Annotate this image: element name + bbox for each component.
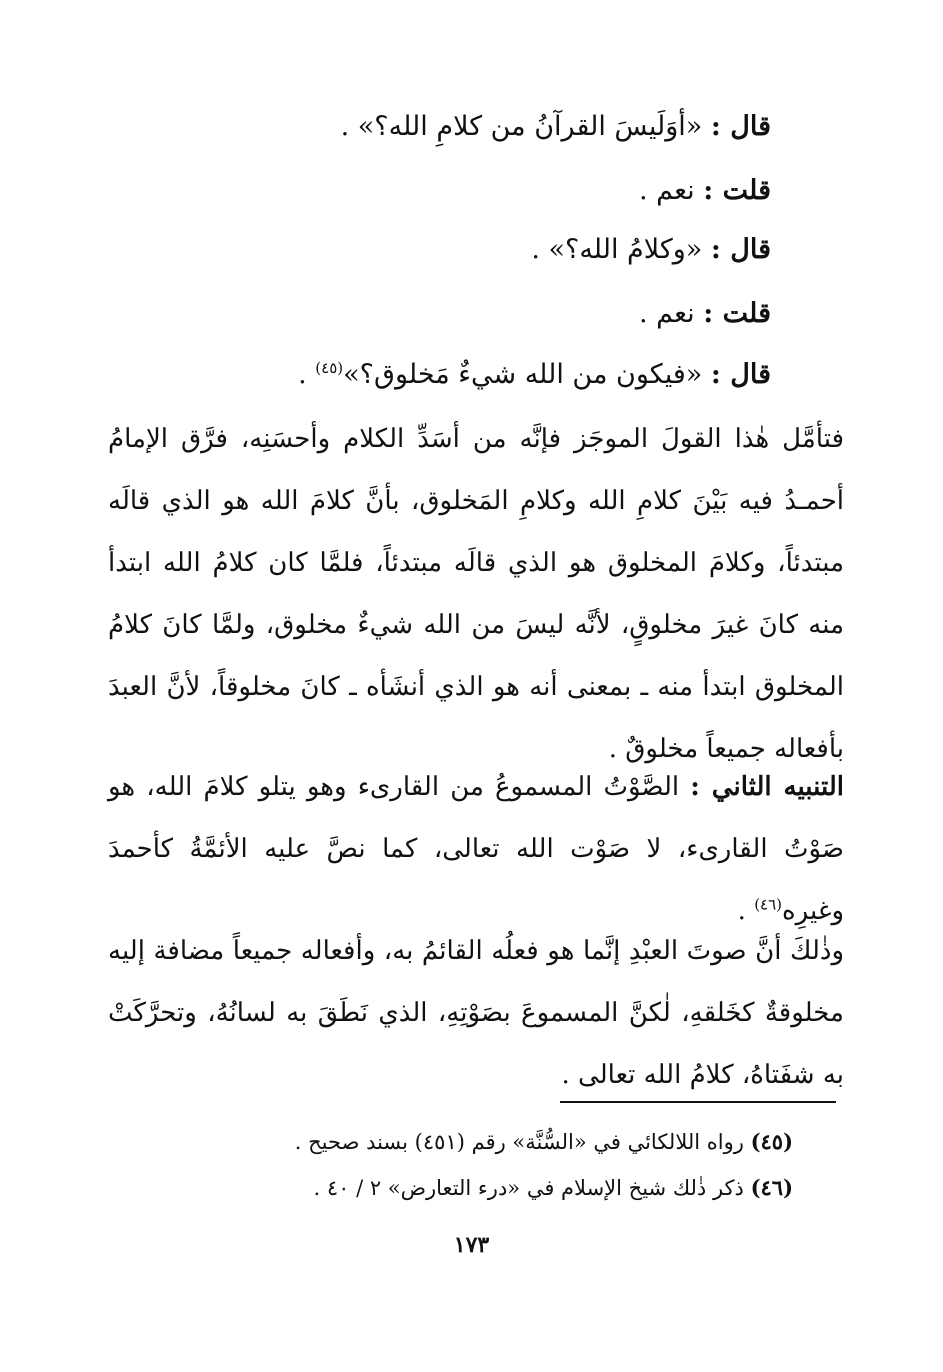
dialog-speaker: قلت : xyxy=(703,175,771,206)
paragraph-text: فتأمَّل هٰذا القولَ الموجَز فإنَّه من أسَدِّ الكلام وأحسَنِه، فرَّق الإمامُ أحمـدُ فيه بَيْنَ كلامِ الله وكلامِ المَخلوق، بأنَّ كلامَ الله هو الذي قالَه مبتدئاً، وكلامَ المخلوق هو الذي قالَه مبتدئاً، فلمَّا كان كلامُ الله ابتدأ منه كانَ غيرَ مخلوقٍ، لأنَّه ليسَ من الله شيءٌ مخلوق، ولمَّا كانَ كلامُ المخلوق ابتدأ منه ـ بمعنى أنه هو الذي أنشَأه ـ كانَ مخلوقاً، لأنَّ العبدَ بأفعاله جميعاً مخلوقٌ . xyxy=(108,424,844,764)
dialog-text: نعم . xyxy=(639,298,704,329)
dialog-line xyxy=(131,230,771,270)
paragraph-lead: التنبيه الثاني : xyxy=(690,772,844,802)
body-paragraph xyxy=(108,920,844,1106)
footnote-ref: (٤٥) xyxy=(315,359,344,377)
footnote-ref: (٤٦) xyxy=(754,895,783,914)
dialog-text: نعم . xyxy=(639,175,704,206)
body-paragraph xyxy=(108,756,844,942)
dialog-text: «فيكون من الله شيءٌ مَخلوق؟» xyxy=(343,359,711,390)
dialog-speaker: قلت : xyxy=(703,298,771,329)
dialog-speaker: قال : xyxy=(710,111,771,142)
footnote-separator xyxy=(560,1101,836,1103)
dialog-line xyxy=(131,171,771,211)
dialog-line xyxy=(131,355,771,395)
footnote xyxy=(153,1124,793,1160)
dialog-speaker: قال : xyxy=(710,234,771,265)
dialog-line xyxy=(131,107,771,147)
footnote xyxy=(153,1170,793,1206)
dialog-text: «وكلامُ الله؟» . xyxy=(531,234,711,265)
dialog-text: «أوَلَيسَ القرآنُ من كلامِ الله؟» . xyxy=(340,111,711,142)
body-paragraph xyxy=(108,408,844,780)
page-number: ١٧٣ xyxy=(453,1232,490,1258)
footnote-text: رواه اللالكائي في «السُّنَّة» رقم (٤٥١) بسند صحيح . xyxy=(294,1130,751,1154)
footnote-number: (٤٦) xyxy=(750,1175,793,1200)
footnote-text: ذكر ذٰلك شيخ الإسلام في «درء التعارض» ٢ / ٤٠ . xyxy=(313,1176,751,1200)
dialog-line xyxy=(131,294,771,334)
footnote-number: (٤٥) xyxy=(750,1129,793,1154)
paragraph-text: وذٰلكَ أنَّ صوتَ العبْدِ إنَّما هو فعلُه القائمُ به، وأفعاله جميعاً مضافة إليه مخلوقةٌ كخَلقهِ، لٰكنَّ المسموعَ بصَوْتِهِ، الذي نَطَقَ به لسانُهُ، وتحرَّكَتْ به شفَتاهُ، كلامُ الله تعالى . xyxy=(108,936,844,1090)
paragraph-text: الصَّوْتُ المسموعُ من القارىء وهو يتلو كلامَ الله، هو صَوْتُ القارىء، لا صَوْت الله تعالى، كما نصَّ عليه الأئمَّةُ كأحمدَ وغيرِه xyxy=(108,772,844,926)
dialog-speaker: قال : xyxy=(710,359,771,390)
dialog-tail: . xyxy=(298,359,316,390)
paragraph-tail: . xyxy=(737,896,755,926)
